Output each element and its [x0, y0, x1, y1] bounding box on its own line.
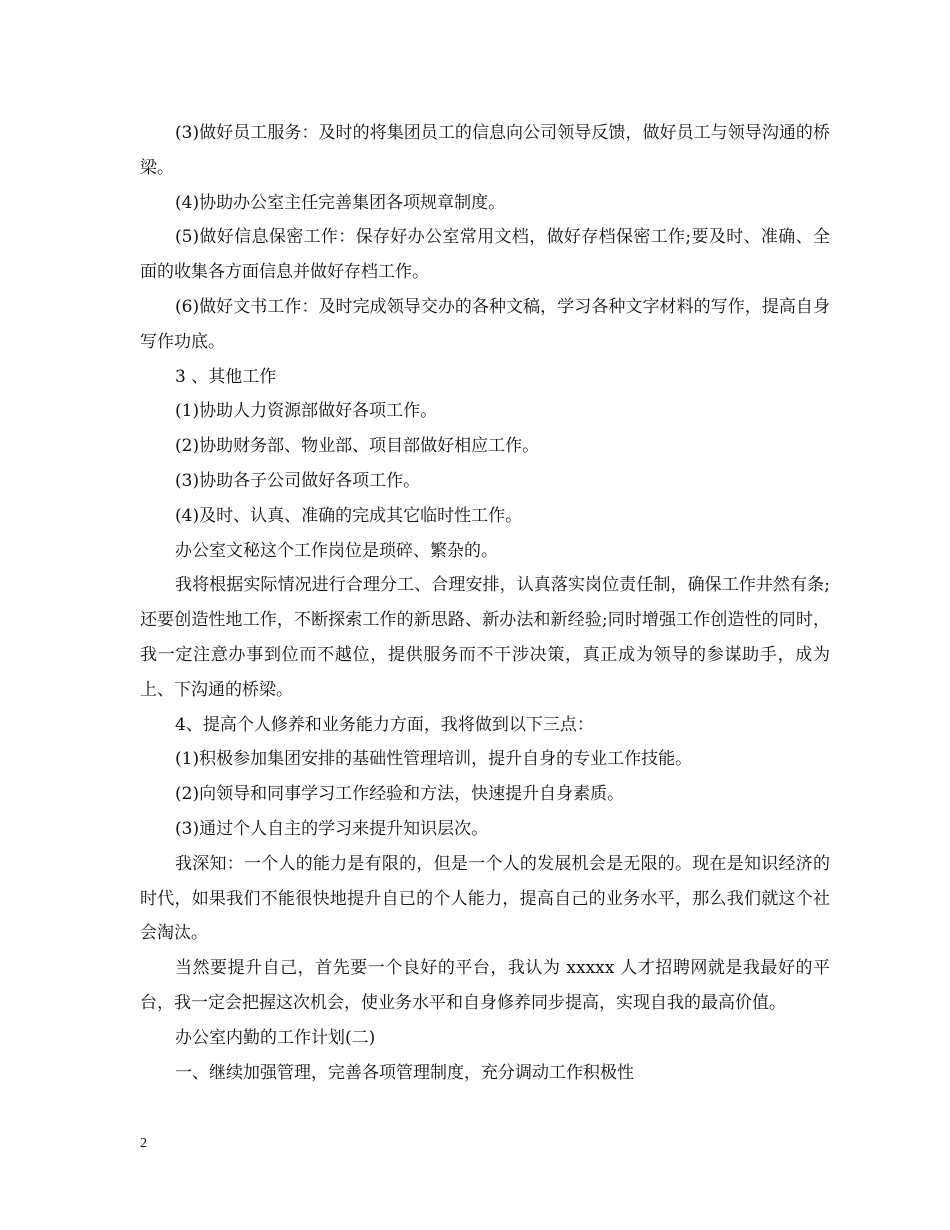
paragraph: 我将根据实际情况进行合理分工、合理安排，认真落实岗位责任制，确保工作井然有条;还要创造性地工作，不断探索工作的新思路、新办法和新经验;同时增强工作创造性的同时，我一定注意办事到位而不越位，提供服务而不干涉决策，真正成为领导的参谋助手，成为上、下沟通的桥梁。 [140, 575, 830, 700]
paragraph: 我深知：一个人的能力是有限的，但是一个人的发展机会是无限的。现在是知识经济的时代，如果我们不能很快地提升自已的个人能力，提高自己的业务水平，那么我们就这个社会淘汰。 [140, 853, 830, 944]
section-heading: 一、继续加强管理，完善各项管理制度，充分调动工作积极性 [175, 1062, 634, 1083]
section-heading: 4、提高个人修养和业务能力方面，我将做到以下三点： [175, 714, 594, 735]
paragraph: (2)向领导和同事学习工作经验和方法，快速提升自身素质。 [175, 784, 625, 805]
page-number: 2 [140, 1136, 147, 1151]
paragraph: (4)及时、认真、准确的完成其它临时性工作。 [175, 505, 523, 526]
paragraph: (3)做好员工服务：及时的将集团员工的信息向公司领导反馈，做好员工与领导沟通的桥梁。 [140, 123, 830, 178]
paragraph: (3)协助各子公司做好各项工作。 [175, 470, 421, 491]
paragraph: (5)做好信息保密工作：保存好办公室常用文档，做好存档保密工作;要及时、准确、全面的收集各方面信息并做好存档工作。 [140, 227, 830, 283]
section-title: 办公室内勤的工作计划(二) [175, 1027, 376, 1048]
paragraph: (2)协助财务部、物业部、项目部做好相应工作。 [175, 436, 540, 457]
paragraph: 当然要提升自己，首先要一个良好的平台，我认为 xxxxx 人才招聘网就是我最好的平台，我一定会把握这次机会，使业务水平和自身修养同步提高，实现自我的最高价值。 [140, 958, 830, 1013]
section-heading: 3 、其他工作 [175, 366, 277, 387]
paragraph: (1)积极参加集团安排的基础性管理培训，提升自身的专业工作技能。 [175, 749, 693, 770]
paragraph: (3)通过个人自主的学习来提升知识层次。 [175, 818, 489, 839]
paragraph: 办公室文秘这个工作岗位是琐碎、繁杂的。 [175, 540, 498, 561]
paragraph: (4)协助办公室主任完善集团各项规章制度。 [175, 192, 506, 213]
paragraph: (6)做好文书工作：及时完成领导交办的各种文稿，学习各种文字材料的写作，提高自身写作功底。 [140, 296, 830, 352]
paragraph: (1)协助人力资源部做好各项工作。 [175, 401, 438, 422]
document-body [140, 116, 830, 1090]
